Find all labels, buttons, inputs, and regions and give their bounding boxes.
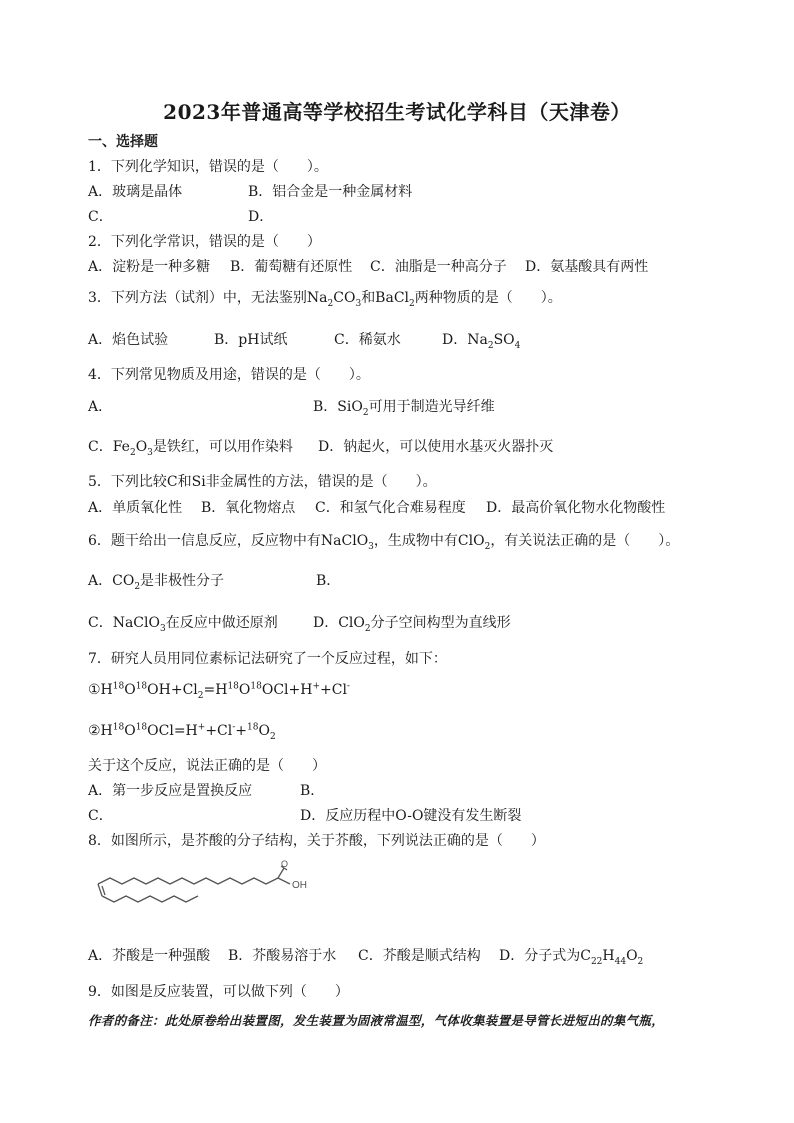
q6-option-d: D．ClO$_2$分子空间构型为直线形 xyxy=(313,615,511,634)
q3-option-a: A．焰色试验 xyxy=(88,332,169,348)
q3-option-c: C．稀氨水 xyxy=(334,332,401,348)
q6-option-a: A．$CO_2$是非极性分子 xyxy=(88,573,225,592)
q5-option-d: D．最高价氧化物水化物酸性 xyxy=(486,500,666,516)
q8-option-b: B．芥酸易溶于水 xyxy=(228,948,337,964)
q1-option-d: D． xyxy=(248,209,274,225)
q7-option-c: C． xyxy=(88,808,113,824)
q7-ask: 关于这个反应，说法正确的是（ ） xyxy=(88,758,326,774)
q2-option-b: B．葡萄糖有还原性 xyxy=(230,259,353,275)
q7-option-d: D．反应历程中O-O键没有发生断裂 xyxy=(300,808,522,824)
question-1-stem: 1．下列化学知识，错误的是（ ）。 xyxy=(88,159,328,175)
q8-option-d: D．分子式为$C_{22}H_{44}O_2$ xyxy=(499,948,644,967)
q2-option-a: A．淀粉是一种多糖 xyxy=(88,259,211,275)
question-5-stem: 5．下列比较C和Si非金属性的方法，错误的是（ ）。 xyxy=(88,474,437,490)
question-4-stem: 4．下列常见物质及用途，错误的是（ ）。 xyxy=(88,367,370,383)
carbonyl-oxygen-label: O xyxy=(281,859,289,869)
q6-option-c: C．NaClO$_3$在反应中做还原剂 xyxy=(88,615,278,634)
question-8-stem: 8．如图所示，是芥酸的分子结构，关于芥酸，下列说法正确的是（ ） xyxy=(88,833,545,849)
q1-option-b: B．铝合金是一种金属材料 xyxy=(248,184,413,200)
question-6-stem: 6．题干给出一信息反应，反应物中有NaClO$_3$，生成物中有ClO$_2$，有关说法正确的是（ ）。 xyxy=(88,533,680,552)
question-3-stem: 3．下列方法（试剂）中，无法鉴别$Na_2CO_3$和BaCl$_2$两种物质的是（ ）。 xyxy=(88,290,562,309)
q2-option-c: C．油脂是一种高分子 xyxy=(370,259,507,275)
q5-option-a: A．单质氧化性 xyxy=(88,500,183,516)
q7-option-b: B． xyxy=(300,783,325,799)
question-2-stem: 2．下列化学常识，错误的是（ ） xyxy=(88,234,321,250)
q7-option-a: A．第一步反应是置换反应 xyxy=(88,783,253,799)
q1-option-a: A．玻璃是晶体 xyxy=(88,184,183,200)
hydroxyl-label: OH xyxy=(292,880,307,891)
q4-option-a: A． xyxy=(88,399,113,415)
q2-option-d: D．氨基酸具有两性 xyxy=(525,259,649,275)
q4-option-b: B．SiO$_2$可用于制造光导纤维 xyxy=(313,399,495,418)
q1-option-c: C． xyxy=(88,209,113,225)
erucic-acid-structure-diagram xyxy=(88,858,328,920)
q5-option-c: C．和氢气化合难易程度 xyxy=(315,500,466,516)
q8-option-c: C．芥酸是顺式结构 xyxy=(358,948,481,964)
q6-option-b: B． xyxy=(316,573,341,589)
section-heading: 一、选择题 xyxy=(88,134,158,150)
q3-option-b: B．pH试纸 xyxy=(214,332,288,348)
q3-option-d: D．$Na_2SO_4$ xyxy=(442,332,521,351)
q4-option-c: C．$Fe_2O_3$是铁红，可以用作染料 xyxy=(88,439,293,458)
q4-option-d: D．钠起火，可以使用水基灭火器扑灭 xyxy=(318,439,554,455)
q5-option-b: B．氧化物熔点 xyxy=(201,500,296,516)
q8-option-a: A．芥酸是一种强酸 xyxy=(88,948,211,964)
question-9-stem: 9．如图是反应装置，可以做下列（ ） xyxy=(88,984,349,1000)
page-title: 2023年普通高等学校招生考试化学科目（天津卷） xyxy=(163,100,631,124)
q7-reaction-1: $①H^{18}O^{18}OH+Cl_2=H^{18}O^{18}OCl+H^++Cl^-$ xyxy=(88,681,350,701)
author-note: 作者的备注：此处原卷给出装置图，发生装置为固液常温型，气体收集装置是导管长进短出的集气瓶， xyxy=(88,1013,665,1028)
q7-reaction-2: $②H^{18}O^{18}OCl=H^++Cl^-+^{18}O_2$ xyxy=(88,722,276,742)
question-7-stem: 7．研究人员用同位素标记法研究了一个反应过程，如下： xyxy=(88,651,447,667)
